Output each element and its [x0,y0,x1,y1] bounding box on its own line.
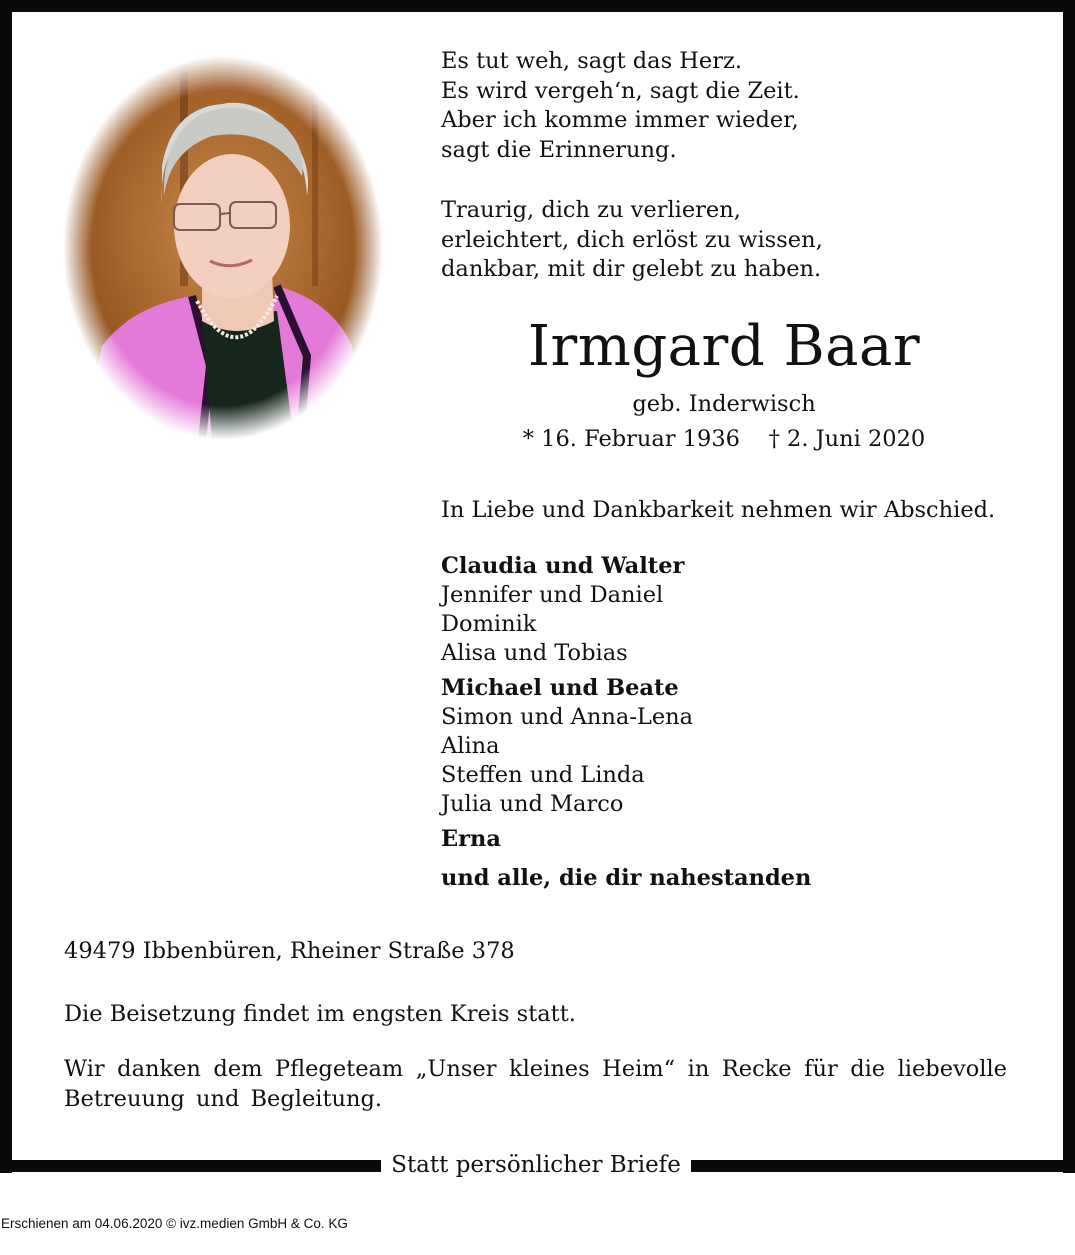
publication-footer: Erschienen am 04.06.2020 © ivz.medien GmbH & Co. KG [1,1216,348,1231]
poem-line: Es tut weh, sagt das Herz. [441,48,742,74]
poem-line: sagt die Erinnerung. [441,136,677,163]
deceased-name: Irmgard Baar [527,314,921,379]
family-member: Steffen und Linda [441,762,645,788]
poem-line: Aber ich komme immer wieder, [441,107,799,133]
poem-stanza-1 [441,47,1041,165]
family-group [441,674,811,819]
bottom-rule-right [691,1160,1075,1172]
poem-line: dankbar, mit dir gelebt zu haben. [441,256,822,282]
family-member: Alina [441,733,500,759]
family-closing: und alle, die dir nahestanden [441,865,812,891]
poem-stanza-2 [441,196,1041,285]
family-head: Claudia und Walter [441,553,685,579]
poem-line: Es wird vergeh‘n, sagt die Zeit. [441,77,800,104]
family-member: Dominik [441,611,537,637]
family-list [441,552,811,893]
family-group [441,552,811,668]
portrait-photo [62,56,384,440]
thanks-notice: Wir danken dem Pflegeteam „Unser kleines Heim“ in Recke für die liebevolle Betreuung und Begleitung. [64,1056,1007,1112]
family-head: Erna [441,826,501,852]
bottom-rule-left [0,1160,381,1172]
address: 49479 Ibbenbüren, Rheiner Straße 378 [64,938,515,964]
poem-line: Traurig, dich zu verlieren, [441,197,741,223]
poem-line: erleichtert, dich erlöst zu wissen, [441,226,823,253]
family-member: Julia und Marco [441,791,624,817]
family-member: Jennifer und Daniel [441,582,664,608]
family-member: Simon und Anna-Lena [441,704,694,730]
burial-notice: Die Beisetzung findet im engsten Kreis statt. [64,1001,576,1027]
bottom-label: Statt persönlicher Briefe [391,1152,681,1178]
life-dates: * 16. Februar 1936 † 2. Juni 2020 [522,426,926,452]
family-head: Michael und Beate [441,675,679,701]
family-member: Alisa und Tobias [441,640,628,666]
farewell-text: In Liebe und Dankbarkeit nehmen wir Abschied. [441,497,996,523]
maiden-name: geb. Inderwisch [632,391,816,417]
